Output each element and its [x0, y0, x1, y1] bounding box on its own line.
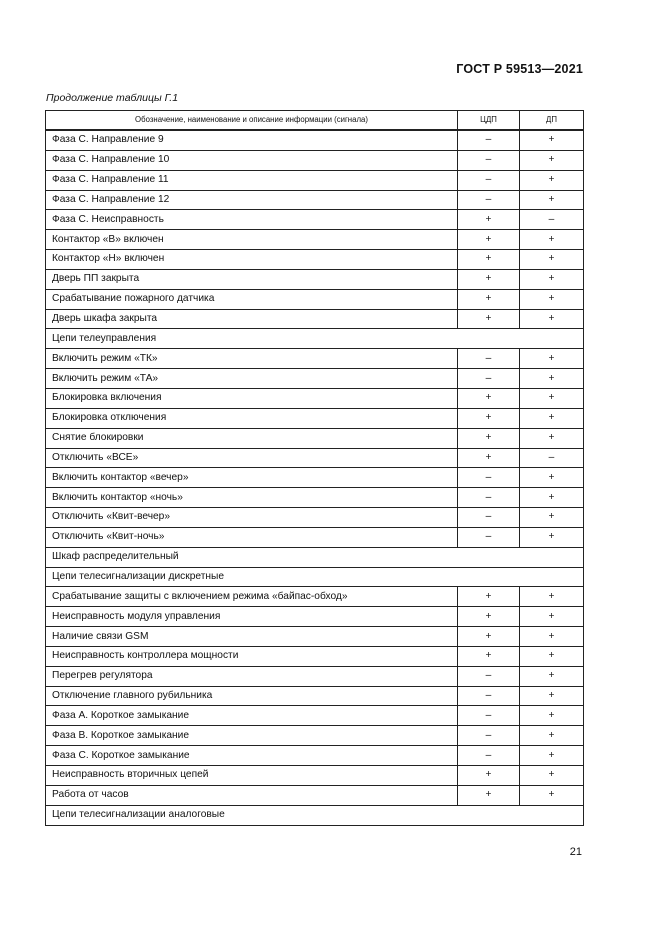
table-row	[46, 210, 584, 230]
cdp-mark-cell: +	[458, 230, 520, 250]
signal-name-cell: Фаза В. Короткое замыкание	[46, 726, 458, 746]
cdp-mark-cell: –	[458, 130, 520, 150]
table-row	[46, 349, 584, 369]
dp-mark-cell: +	[520, 746, 584, 766]
table-row	[46, 686, 584, 706]
dp-mark-cell: +	[520, 388, 584, 408]
dp-mark-cell: +	[520, 726, 584, 746]
dp-mark-cell: +	[520, 130, 584, 150]
table-row	[46, 428, 584, 448]
dp-mark-cell: +	[520, 587, 584, 607]
dp-mark-cell: +	[520, 408, 584, 428]
table-row	[46, 587, 584, 607]
table-row	[46, 488, 584, 508]
signal-name-cell: Включить контактор «вечер»	[46, 468, 458, 488]
signal-name-cell: Включить режим «ТА»	[46, 369, 458, 389]
table-caption: Продолжение таблицы Г.1	[46, 92, 179, 104]
signal-name-cell: Перегрев регулятора	[46, 666, 458, 686]
cdp-mark-cell: +	[458, 309, 520, 329]
table-row	[46, 468, 584, 488]
table-row	[46, 785, 584, 805]
cdp-mark-cell: –	[458, 527, 520, 547]
signal-name-cell: Срабатывание защиты с включением режима «байпас-обход»	[46, 587, 458, 607]
cdp-mark-cell: +	[458, 289, 520, 309]
cdp-mark-cell: +	[458, 210, 520, 230]
cdp-mark-cell: –	[458, 666, 520, 686]
signal-name-cell: Наличие связи GSM	[46, 627, 458, 647]
cdp-mark-cell: +	[458, 785, 520, 805]
signal-name-cell: Неисправность модуля управления	[46, 607, 458, 627]
cdp-mark-cell: –	[458, 706, 520, 726]
signal-name-cell: Неисправность контроллера мощности	[46, 646, 458, 666]
dp-mark-cell: +	[520, 468, 584, 488]
signal-name-cell: Отключение главного рубильника	[46, 686, 458, 706]
dp-mark-cell: +	[520, 369, 584, 389]
dp-mark-cell: +	[520, 230, 584, 250]
table-row	[46, 766, 584, 786]
table-row	[46, 130, 584, 150]
table-section-row	[46, 547, 584, 567]
cdp-mark-cell: +	[458, 587, 520, 607]
page-number: 21	[569, 846, 582, 858]
cdp-mark-cell: –	[458, 150, 520, 170]
column-header-dp: ДП	[520, 111, 584, 131]
cdp-mark-cell: –	[458, 686, 520, 706]
dp-mark-cell: –	[520, 210, 584, 230]
table-row	[46, 369, 584, 389]
signal-name-cell: Отключить «ВСЕ»	[46, 448, 458, 468]
column-header-cdp: ЦДП	[458, 111, 520, 131]
cdp-mark-cell: +	[458, 607, 520, 627]
section-title: Шкаф распределительный	[46, 547, 584, 567]
cdp-mark-cell: –	[458, 488, 520, 508]
section-title: Цепи телесигнализации аналоговые	[46, 805, 584, 825]
cdp-mark-cell: –	[458, 369, 520, 389]
signal-name-cell: Отключить «Квит-вечер»	[46, 508, 458, 528]
table-header-row	[46, 111, 584, 131]
signal-name-cell: Блокировка включения	[46, 388, 458, 408]
cdp-mark-cell: –	[458, 726, 520, 746]
dp-mark-cell: +	[520, 289, 584, 309]
signal-name-cell: Фаза С. Короткое замыкание	[46, 746, 458, 766]
document-code: ГОСТ Р 59513—2021	[456, 62, 583, 76]
dp-mark-cell: +	[520, 686, 584, 706]
dp-mark-cell: +	[520, 646, 584, 666]
dp-mark-cell: +	[520, 607, 584, 627]
table-row	[46, 190, 584, 210]
dp-mark-cell: +	[520, 488, 584, 508]
signal-name-cell: Отключить «Квит-ночь»	[46, 527, 458, 547]
table-row	[46, 508, 584, 528]
cdp-mark-cell: +	[458, 388, 520, 408]
table-row	[46, 408, 584, 428]
table-row	[46, 150, 584, 170]
signal-name-cell: Снятие блокировки	[46, 428, 458, 448]
cdp-mark-cell: –	[458, 349, 520, 369]
signal-name-cell: Срабатывание пожарного датчика	[46, 289, 458, 309]
section-title: Цепи телеуправления	[46, 329, 584, 349]
dp-mark-cell: +	[520, 269, 584, 289]
signal-name-cell: Неисправность вторичных цепей	[46, 766, 458, 786]
table-row	[46, 607, 584, 627]
dp-mark-cell: +	[520, 527, 584, 547]
column-header-description: Обозначение, наименование и описание информации (сигнала)	[46, 111, 458, 131]
signal-name-cell: Фаза С. Направление 11	[46, 170, 458, 190]
signal-name-cell: Включить режим «ТК»	[46, 349, 458, 369]
cdp-mark-cell: +	[458, 269, 520, 289]
signal-name-cell: Фаза С. Направление 10	[46, 150, 458, 170]
signal-name-cell: Дверь ПП закрыта	[46, 269, 458, 289]
dp-mark-cell: +	[520, 666, 584, 686]
dp-mark-cell: +	[520, 508, 584, 528]
cdp-mark-cell: +	[458, 250, 520, 270]
table-row	[46, 388, 584, 408]
signal-name-cell: Работа от часов	[46, 785, 458, 805]
table-row	[46, 170, 584, 190]
dp-mark-cell: +	[520, 706, 584, 726]
table-row	[46, 666, 584, 686]
table-row	[46, 230, 584, 250]
dp-mark-cell: +	[520, 785, 584, 805]
dp-mark-cell: +	[520, 309, 584, 329]
signal-name-cell: Фаза С. Неисправность	[46, 210, 458, 230]
cdp-mark-cell: –	[458, 746, 520, 766]
signals-table	[45, 110, 584, 826]
table-row	[46, 448, 584, 468]
signal-name-cell: Фаза А. Короткое замыкание	[46, 706, 458, 726]
dp-mark-cell: –	[520, 448, 584, 468]
table-row	[46, 746, 584, 766]
dp-mark-cell: +	[520, 766, 584, 786]
dp-mark-cell: +	[520, 428, 584, 448]
signal-name-cell: Дверь шкафа закрыта	[46, 309, 458, 329]
dp-mark-cell: +	[520, 349, 584, 369]
table-section-row	[46, 567, 584, 587]
cdp-mark-cell: +	[458, 448, 520, 468]
cdp-mark-cell: +	[458, 646, 520, 666]
table-row	[46, 269, 584, 289]
dp-mark-cell: +	[520, 170, 584, 190]
table-section-row	[46, 805, 584, 825]
cdp-mark-cell: +	[458, 766, 520, 786]
table-row	[46, 726, 584, 746]
signal-name-cell: Блокировка отключения	[46, 408, 458, 428]
dp-mark-cell: +	[520, 250, 584, 270]
signal-name-cell: Фаза С. Направление 9	[46, 130, 458, 150]
signal-name-cell: Фаза С. Направление 12	[46, 190, 458, 210]
table-row	[46, 250, 584, 270]
table-row	[46, 527, 584, 547]
dp-mark-cell: +	[520, 627, 584, 647]
table-row	[46, 309, 584, 329]
cdp-mark-cell: +	[458, 627, 520, 647]
cdp-mark-cell: +	[458, 408, 520, 428]
cdp-mark-cell: –	[458, 190, 520, 210]
section-title: Цепи телесигнализации дискретные	[46, 567, 584, 587]
signal-name-cell: Включить контактор «ночь»	[46, 488, 458, 508]
signal-name-cell: Контактор «В» включен	[46, 230, 458, 250]
table-row	[46, 627, 584, 647]
table-row	[46, 289, 584, 309]
cdp-mark-cell: –	[458, 468, 520, 488]
table-row	[46, 646, 584, 666]
table-section-row	[46, 329, 584, 349]
cdp-mark-cell: –	[458, 508, 520, 528]
dp-mark-cell: +	[520, 190, 584, 210]
table-row	[46, 706, 584, 726]
signal-name-cell: Контактор «Н» включен	[46, 250, 458, 270]
cdp-mark-cell: –	[458, 170, 520, 190]
dp-mark-cell: +	[520, 150, 584, 170]
cdp-mark-cell: +	[458, 428, 520, 448]
